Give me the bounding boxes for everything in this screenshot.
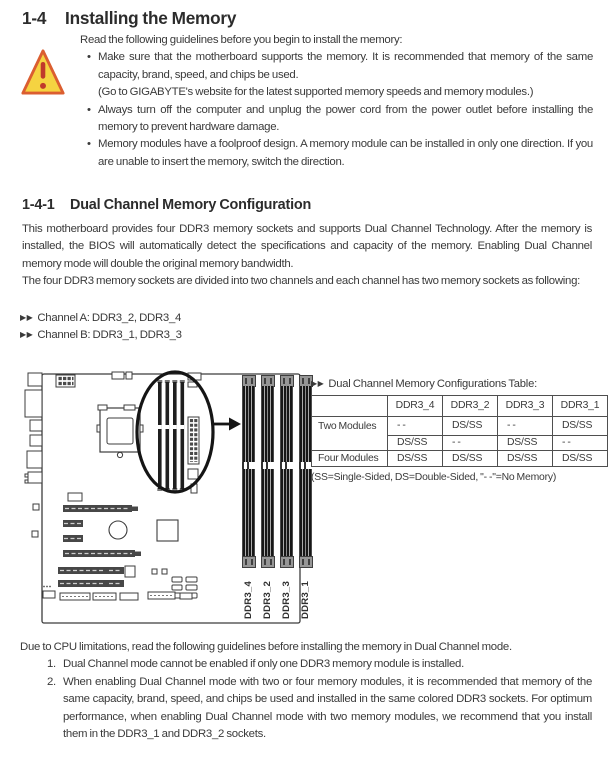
double-arrow-icon: ▶▶ bbox=[20, 329, 34, 339]
dimm-slot bbox=[241, 375, 256, 568]
figure-dual-channel bbox=[0, 365, 614, 641]
channel-a-text: Channel A: DDR3_2, DDR3_4 bbox=[37, 312, 182, 324]
table-cell: DS/SS bbox=[388, 436, 443, 451]
bullet-text: Always turn off the computer and unplug the power cord from the power outlet before installing the memory to prevent hardware damage. bbox=[98, 103, 593, 134]
dual-channel-paragraph-2: The four DDR3 memory sockets are divided into two channels and each channel has two memory sockets as following: bbox=[22, 275, 581, 287]
double-arrow-icon: ▶▶ bbox=[311, 378, 325, 388]
table-col-header: DDR3_2 bbox=[443, 396, 498, 417]
memory-table-title: ▶▶ Dual Channel Memory Configurations Table: bbox=[311, 378, 538, 390]
dimm-slot-label: DDR3_1 bbox=[299, 581, 311, 619]
dimm-slot-label: DDR3_4 bbox=[242, 581, 254, 619]
table-cell: DS/SS bbox=[388, 451, 443, 467]
warning-guidelines bbox=[80, 32, 593, 171]
table-cell: - - bbox=[553, 436, 608, 451]
channel-a-line bbox=[20, 310, 181, 327]
item-number: 2. bbox=[47, 675, 56, 688]
table-row-label: Two Modules bbox=[312, 417, 388, 451]
subsection-header bbox=[22, 196, 311, 214]
table-cell: - - bbox=[388, 417, 443, 436]
table-cell: DS/SS bbox=[553, 451, 608, 467]
subsection-number: 1-4-1 bbox=[22, 197, 55, 213]
table-note: (SS=Single-Sided, DS=Double-Sided, "- -"=No Memory) bbox=[311, 472, 557, 483]
numbered-item bbox=[20, 674, 592, 744]
table-cell: - - bbox=[443, 436, 498, 451]
table-cell: DS/SS bbox=[553, 417, 608, 436]
bullet-note: (Go to GIGABYTE's website for the latest supported memory speeds and memory modules.) bbox=[98, 86, 534, 99]
table-col-header: DDR3_3 bbox=[498, 396, 553, 417]
memory-table-section bbox=[311, 378, 613, 484]
section-number: 1-4 bbox=[22, 8, 47, 28]
dimm-slot bbox=[260, 375, 275, 568]
dimm-slot-labels bbox=[241, 571, 313, 619]
table-col-header: DDR3_4 bbox=[388, 396, 443, 417]
dimm-slot-label: DDR3_3 bbox=[280, 581, 292, 619]
channel-b-line bbox=[20, 327, 182, 344]
table-cell: DS/SS bbox=[443, 451, 498, 467]
item-text: When enabling Dual Channel mode with two or four memory modules, it is recommended that memory of the same capacity, brand, speed, and chips be used and installed in the same colored DDR3 sockets. For optimum performance, when enabling Dual Channel mode with two memory modules, we recommend that you install them in the DDR3_1 and DDR3_2 sockets. bbox=[63, 675, 592, 741]
bullet-text: Make sure that the motherboard supports the memory. It is recommended that memory of the same capacity, brand, speed, and chips be used. bbox=[98, 51, 593, 81]
warning-icon bbox=[20, 46, 66, 98]
table-cell: DS/SS bbox=[498, 436, 553, 451]
bullet-marker: • bbox=[87, 138, 91, 151]
item-text: Dual Channel mode cannot be enabled if only one DDR3 memory module is installed. bbox=[63, 658, 464, 671]
dimm-slot-label: DDR3_2 bbox=[261, 581, 273, 619]
bullet-marker: • bbox=[87, 103, 91, 116]
table-cell: - - bbox=[498, 417, 553, 436]
dimm-slot bbox=[279, 375, 294, 568]
item-number: 1. bbox=[47, 658, 56, 671]
numbered-item bbox=[20, 656, 592, 673]
table-row-label: Four Modules bbox=[312, 451, 388, 467]
bullet-text: Memory modules have a foolproof design. A memory module can be installed in only one direction. If you are unable to insert the memory, switch the direction. bbox=[98, 138, 593, 168]
section-header bbox=[22, 8, 236, 28]
table-cell: DS/SS bbox=[498, 451, 553, 467]
section-title: Installing the Memory bbox=[65, 8, 237, 28]
subsection-title: Dual Channel Memory Configuration bbox=[70, 197, 312, 213]
table-col-header: DDR3_1 bbox=[553, 396, 608, 417]
cpu-note-intro: Due to CPU limitations, read the following guidelines before installing the memory in Dual Channel mode. bbox=[20, 641, 512, 653]
bullet-item bbox=[80, 136, 593, 171]
memory-config-table bbox=[311, 395, 608, 467]
guideline-intro: Read the following guidelines before you begin to install the memory: bbox=[80, 34, 403, 46]
cpu-limitations-note bbox=[20, 639, 592, 743]
double-arrow-icon: ▶▶ bbox=[20, 312, 34, 322]
bullet-marker: • bbox=[87, 51, 91, 64]
bullet-item bbox=[80, 49, 593, 101]
dual-channel-paragraph-1: This motherboard provides four DDR3 memory sockets and supports Dual Channel Technology. After the memory is installed, the BIOS will automatically detect the specifications and capacity of the memory. Enabling Dual Channel memory mode will double the original memory bandwidth. bbox=[22, 223, 592, 270]
bullet-item bbox=[80, 102, 593, 137]
table-cell: DS/SS bbox=[443, 417, 498, 436]
table-corner-cell bbox=[312, 396, 388, 417]
dimm-modules bbox=[241, 375, 313, 568]
channel-b-text: Channel B: DDR3_1, DDR3_3 bbox=[37, 329, 182, 341]
